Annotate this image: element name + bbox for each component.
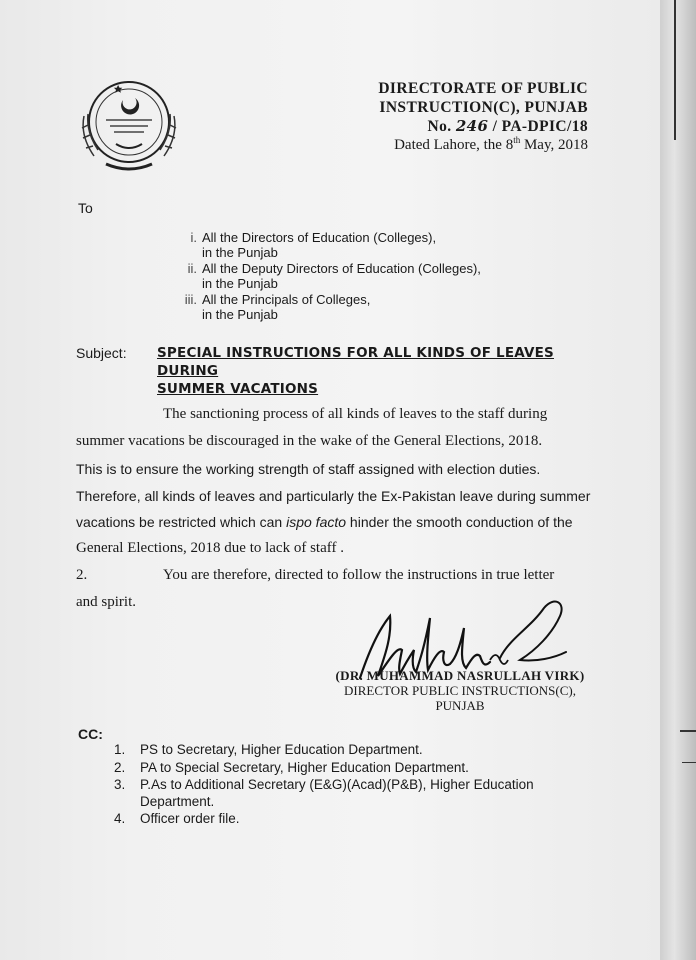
signatory-title: DIRECTOR PUBLIC INSTRUCTIONS(C), (344, 683, 576, 698)
list-number: 3. (114, 777, 126, 792)
body-line (76, 514, 573, 530)
recipient-place: in the Punjab (202, 245, 278, 260)
paragraph-number: 2. (76, 567, 88, 583)
list-number: 4. (114, 811, 126, 826)
number-prefix: No. (427, 118, 452, 135)
list-number: ii. (187, 261, 197, 276)
list-item (180, 261, 481, 291)
letter-number (428, 117, 588, 136)
date-text: Dated Lahore, the 8 (394, 137, 514, 153)
number-suffix: / PA-DPIC/18 (492, 118, 588, 135)
body-line: General Elections, 2018 due to lack of staff . (76, 540, 344, 556)
recipient-line: All the Directors of Education (Colleges), (202, 230, 437, 245)
body-line: You are therefore, directed to follow the instructions in true letter (163, 567, 555, 583)
body-line: This is to ensure the working strength of staff assigned with election duties. (76, 461, 541, 477)
edge-mark (674, 0, 676, 140)
list-item (180, 292, 481, 322)
letter-date (394, 135, 588, 154)
cc-label: CC: (78, 726, 103, 742)
list-number: 1. (114, 742, 126, 757)
header-org-line2: INSTRUCTION(C), PUNJAB (379, 99, 588, 116)
signatory-name: (DR. MUHAMMAD NASRULLAH VIRK) (335, 668, 585, 683)
body-text: hinder the smooth conduction of the (346, 514, 573, 530)
body-line: Therefore, all kinds of leaves and particularly the Ex-Pakistan leave during summer (76, 488, 591, 504)
punjab-government-seal (70, 68, 188, 180)
body-line: summer vacations be discouraged in the wake of the General Elections, 2018. (76, 433, 543, 449)
recipient-place: in the Punjab (202, 276, 278, 291)
subject-line2: SUMMER VACATIONS (157, 381, 319, 397)
list-item (114, 811, 574, 828)
page-edge-shadow (660, 0, 696, 960)
cc-text: PS to Secretary, Higher Education Department. (140, 742, 423, 757)
cc-text: PA to Special Secretary, Higher Education Department. (140, 759, 469, 775)
signatory-block (320, 668, 600, 713)
subject-line1: SPECIAL INSTRUCTIONS FOR ALL KINDS OF LEAVES DURING (157, 345, 554, 379)
cc-text: P.As to Additional Secretary (E&G)(Acad)(P&B), Higher Education Department. (140, 777, 534, 809)
to-label: To (78, 200, 93, 216)
list-number: i. (190, 230, 197, 245)
recipient-list (180, 230, 481, 323)
list-item (114, 777, 560, 810)
list-item (114, 760, 574, 777)
list-item (114, 742, 574, 759)
date-ordinal: th (513, 135, 521, 145)
subject-text (157, 344, 607, 398)
list-number: 2. (114, 759, 126, 775)
body-italic: ispo facto (286, 514, 347, 530)
cc-text: Officer order file. (140, 811, 240, 826)
edge-mark (682, 762, 696, 763)
recipient-line: All the Principals of Colleges, (202, 292, 371, 307)
date-end: May, 2018 (520, 137, 588, 153)
edge-mark (680, 730, 696, 732)
body-line: The sanctioning process of all kinds of leaves to the staff during (163, 406, 548, 422)
list-item (180, 230, 481, 260)
cc-list (114, 742, 574, 829)
subject-label: Subject: (76, 345, 127, 361)
body-line: and spirit. (76, 594, 136, 610)
list-number: iii. (184, 292, 197, 307)
body-text: vacations be restricted which can (76, 514, 287, 530)
header-org-line1: DIRECTORATE OF PUBLIC (378, 80, 588, 97)
recipient-place: in the Punjab (202, 307, 278, 322)
signatory-place: PUNJAB (435, 698, 485, 713)
recipient-line: All the Deputy Directors of Education (Colleges), (202, 261, 481, 276)
handwritten-number: 246 (455, 117, 489, 135)
